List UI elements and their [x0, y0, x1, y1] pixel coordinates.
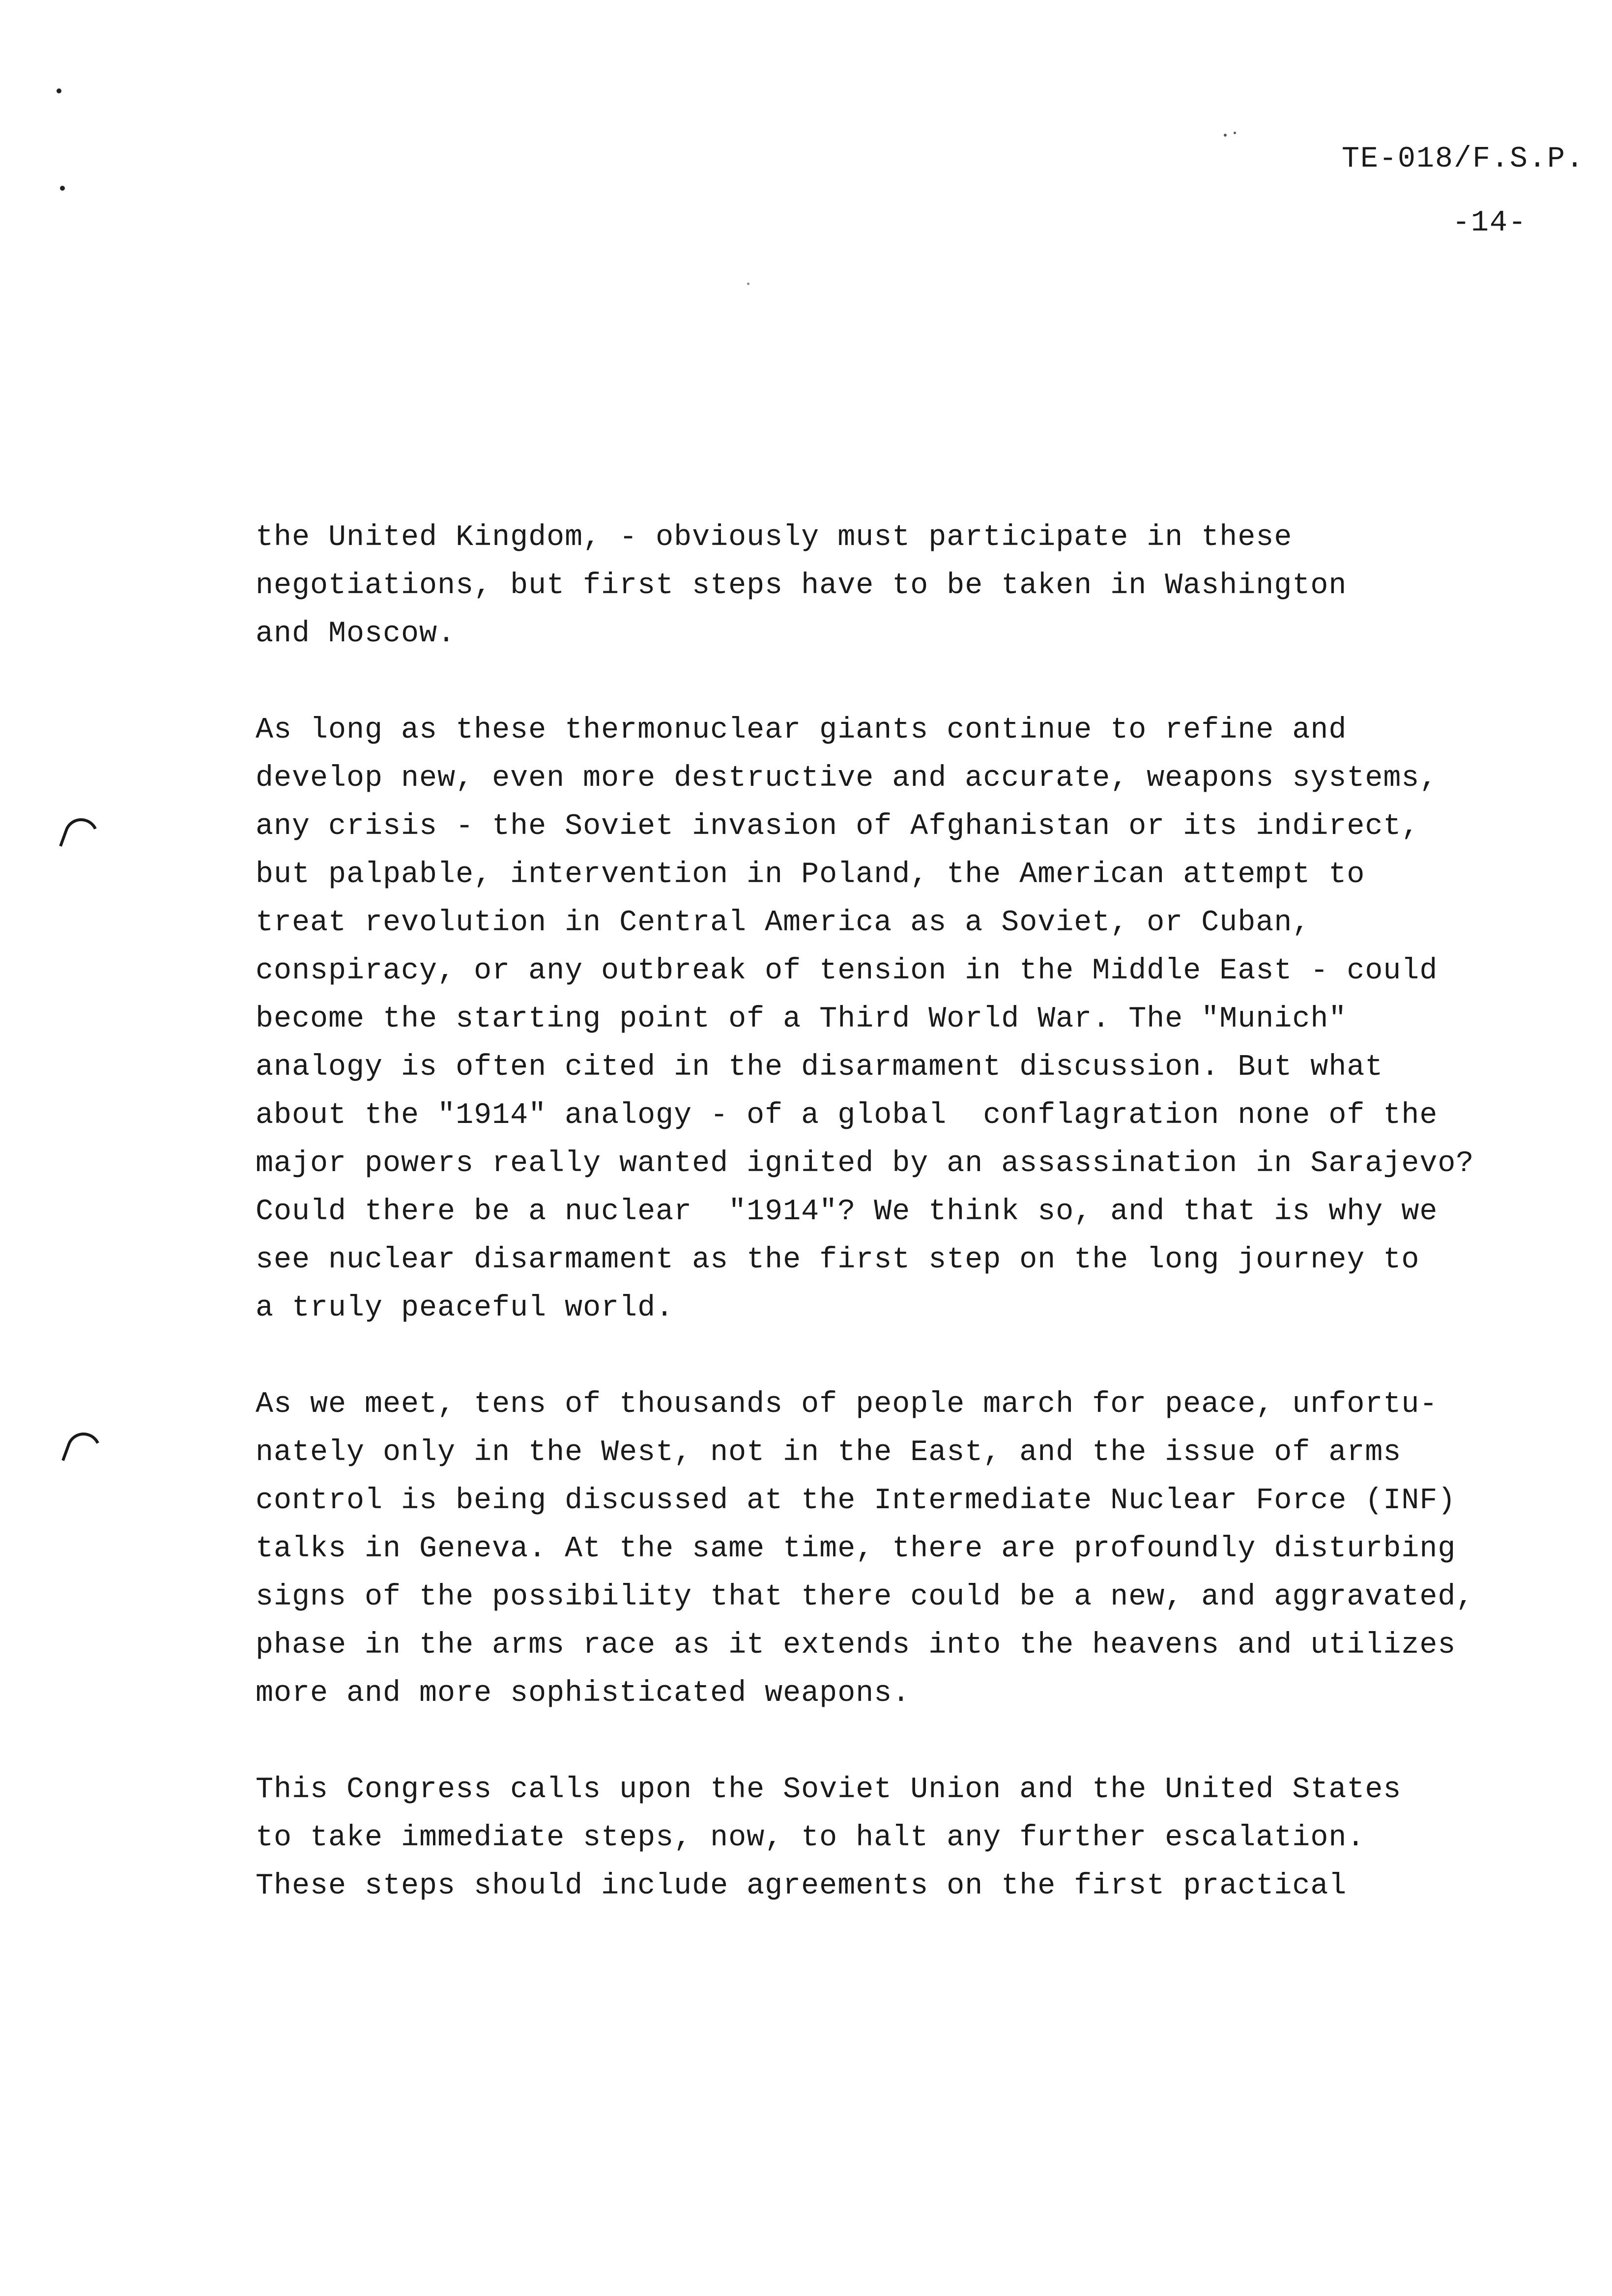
scan-speck [1234, 132, 1236, 134]
text-line: signs of the possibility that there could be a new, and aggravated, [256, 1580, 1474, 1614]
margin-bracket-mark [61, 1428, 106, 1472]
margin-bracket-mark [59, 813, 103, 858]
page-number: -14- [1452, 206, 1527, 240]
text-line: to take immediate steps, now, to halt any further escalation. [256, 1821, 1365, 1855]
text-line: and Moscow. [256, 617, 456, 651]
text-line: talks in Geneva. At the same time, there are profoundly disturbing [256, 1532, 1456, 1566]
scan-speck [1224, 134, 1227, 137]
scan-speck [60, 186, 65, 191]
text-line: more and more sophisticated weapons. [256, 1677, 911, 1710]
scan-speck [747, 283, 749, 285]
text-line: As long as these thermonuclear giants continue to refine and [256, 714, 1347, 747]
text-line: develop new, even more destructive and accurate, weapons systems, [256, 762, 1438, 795]
text-line: phase in the arms race as it extends into the heavens and utilizes [256, 1629, 1456, 1662]
scan-speck [57, 88, 61, 93]
text-line: a truly peaceful world. [256, 1292, 674, 1325]
text-line: conspiracy, or any outbreak of tension in the Middle East - could [256, 954, 1438, 988]
text-line: analogy is often cited in the disarmament discussion. But what [256, 1051, 1383, 1084]
text-line: negotiations, but first steps have to be taken in Washington [256, 569, 1347, 603]
body-text [256, 514, 1592, 1958]
document-reference: TE-018/F.S.P. [1342, 143, 1585, 176]
text-line: see nuclear disarmament as the first step on the long journey to [256, 1243, 1420, 1277]
text-line: about the "1914" analogy - of a global conflagration none of the [256, 1099, 1438, 1132]
text-line: major powers really wanted ignited by an assassination in Sarajevo? [256, 1147, 1474, 1180]
text-line: Could there be a nuclear "1914"? We think so, and that is why we [256, 1195, 1438, 1229]
paragraph-2 [256, 706, 1592, 1332]
text-line: become the starting point of a Third World War. The "Munich" [256, 1003, 1347, 1036]
text-line: the United Kingdom, - obviously must participate in these [256, 521, 1293, 554]
text-line: These steps should include agreements on the first practical [256, 1869, 1347, 1903]
paragraph-1 [256, 514, 1592, 658]
paragraph-4 [256, 1766, 1592, 1910]
text-line: As we meet, tens of thousands of people march for peace, unfortu- [256, 1388, 1438, 1421]
text-line: treat revolution in Central America as a Soviet, or Cuban, [256, 906, 1311, 940]
text-line: but palpable, intervention in Poland, the American attempt to [256, 858, 1365, 891]
text-line: nately only in the West, not in the East, and the issue of arms [256, 1436, 1402, 1469]
text-line: any crisis - the Soviet invasion of Afghanistan or its indirect, [256, 810, 1420, 843]
paragraph-3 [256, 1380, 1592, 1718]
text-line: This Congress calls upon the Soviet Union and the United States [256, 1773, 1402, 1807]
text-line: control is being discussed at the Intermediate Nuclear Force (INF) [256, 1484, 1456, 1518]
